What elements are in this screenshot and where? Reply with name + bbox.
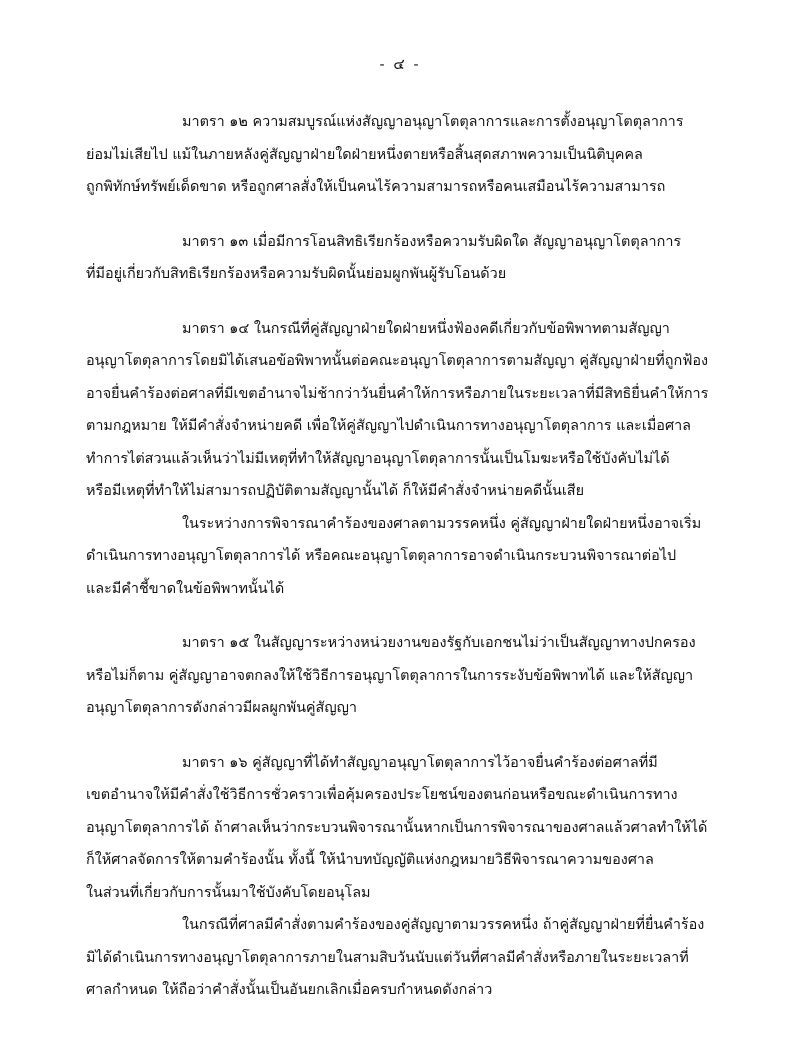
text-line: อนุญาโตตุลาการได้ ถ้าศาลเห็นว่ากระบวนพิจารณานั้นหากเป็นการพิจารณาของศาลแล้วศาลทำให้ได้: [86, 819, 708, 836]
text-line: มาตรา ๑๕ ในสัญญาระหว่างหน่วยงานของรัฐกับเอกชนไม่ว่าเป็นสัญญาทางปกครอง: [182, 635, 696, 651]
paragraph: [86, 226, 714, 291]
text-line: ที่มีอยู่เกี่ยวกับสิทธิเรียกร้องหรือความรับผิดนั้นย่อมผูกพันผู้รับโอนด้วย: [86, 266, 507, 282]
section-13: [86, 226, 714, 291]
text-line: มาตรา ๑๔ ในกรณีที่คู่สัญญาฝ่ายใดฝ่ายหนึ่งฟ้องคดีเกี่ยวกับข้อพิพาทตามสัญญา: [182, 320, 670, 337]
text-line: อาจยื่นคำร้องต่อศาลที่มีเขตอำนาจไม่ช้ากว่าวันยื่นคำให้การหรือภายในระยะเวลาที่มีสิทธิยื่นคำให้การ: [86, 385, 709, 402]
section-15: [86, 627, 714, 725]
paragraph: [86, 909, 714, 1007]
text-line: ในระหว่างการพิจารณาคำร้องของศาลตามวรรคหนึ่ง คู่สัญญาฝ่ายใดฝ่ายหนึ่งอาจเริ่ม: [182, 515, 702, 532]
text-line: ถูกพิทักษ์ทรัพย์เด็ดขาด หรือถูกศาลสั่งให้เป็นคนไร้ความสามารถหรือคนเสมือนไร้ความสามารถ: [86, 179, 666, 195]
text-line: หรือมีเหตุที่ทำให้ไม่สามารถปฏิบัติตามสัญญานั้นได้ ก็ให้มีคำสั่งจำหน่ายคดีนั้นเสีย: [86, 483, 585, 499]
paragraph: [86, 313, 714, 508]
section-16: [86, 747, 714, 1007]
text-line: อนุญาโตตุลาการโดยมิได้เสนอข้อพิพาทนั้นต่อคณะอนุญาโตตุลาการตามสัญญา คู่สัญญาฝ่ายที่ถูกฟ้อง: [86, 353, 709, 369]
text-line: ดำเนินการทางอนุญาโตตุลาการได้ หรือคณะอนุญาโตตุลาการอาจดำเนินกระบวนพิจารณาต่อไป: [86, 548, 677, 564]
paragraph: [86, 747, 714, 910]
text-line: ย่อมไม่เสียไป แม้ในภายหลังคู่สัญญาฝ่ายใดฝ่ายหนึ่งตายหรือสิ้นสุดสภาพความเป็นนิติบุคคล: [86, 146, 643, 163]
text-line: มาตรา ๑๒ ความสมบูรณ์แห่งสัญญาอนุญาโตตุลาการและการตั้งอนุญาโตตุลาการ: [182, 114, 684, 130]
text-line: ศาลกำหนด ให้ถือว่าคำสั่งนั้นเป็นอันยกเลิกเมื่อครบกำหนดดังกล่าว: [86, 982, 493, 998]
text-line: ในส่วนที่เกี่ยวกับการนั้นมาใช้บังคับโดยอนุโลม: [86, 884, 371, 901]
text-line: ในกรณีที่ศาลมีคำสั่งตามคำร้องของคู่สัญญาตามวรรคหนึ่ง ถ้าคู่สัญญาฝ่ายที่ยื่นคำร้อง: [182, 917, 705, 933]
page-number: - ๔ -: [379, 55, 421, 73]
text-line: ทำการไต่สวนแล้วเห็นว่าไม่มีเหตุที่ทำให้สัญญาอนุญาโตตุลาการนั้นเป็นโมฆะหรือใช้บังคับไม่ได้: [86, 450, 670, 467]
text-line: มาตรา ๑๖ คู่สัญญาที่ได้ทำสัญญาอนุญาโตตุลาการไว้อาจยื่นคำร้องต่อศาลที่มี: [182, 754, 658, 771]
paragraph: [86, 508, 714, 606]
text-line: มาตรา ๑๓ เมื่อมีการโอนสิทธิเรียกร้องหรือความรับผิดใด สัญญาอนุญาโตตุลาการ: [182, 233, 682, 250]
text-line: ตามกฎหมาย ให้มีคำสั่งจำหน่ายคดี เพื่อให้คู่สัญญาไปดำเนินการทางอนุญาโตตุลาการ และเมื่อศาล: [86, 418, 691, 434]
text-line: หรือไม่ก็ตาม คู่สัญญาอาจตกลงให้ใช้วิธีการอนุญาโตตุลาการในการระงับข้อพิพาทได้ และให้สัญญา: [86, 667, 694, 684]
text-line: มิได้ดำเนินการทางอนุญาโตตุลาการภายในสามสิบวันนับแต่วันที่ศาลมีคำสั่งหรือภายในระยะเวลาที่: [86, 949, 689, 966]
text-line: อนุญาโตตุลาการดังกล่าวมีผลผูกพันคู่สัญญา: [86, 700, 357, 716]
section-14: [86, 313, 714, 606]
paragraph: [86, 106, 714, 204]
text-line: และมีคำชี้ขาดในข้อพิพาทนั้นได้: [86, 580, 285, 597]
text-line: ก็ให้ศาลจัดการให้ตามคำร้องนั้น ทั้งนี้ ให้นำบทบัญญัติแห่งกฎหมายวิธีพิจารณาความของศาล: [86, 852, 654, 868]
paragraph: [86, 627, 714, 725]
section-12: [86, 106, 714, 204]
document-body: [86, 106, 714, 1007]
text-line: เขตอำนาจให้มีคำสั่งใช้วิธีการชั่วคราวเพื่อคุ้มครองประโยชน์ของตนก่อนหรือขณะดำเนินการทาง: [86, 787, 678, 803]
